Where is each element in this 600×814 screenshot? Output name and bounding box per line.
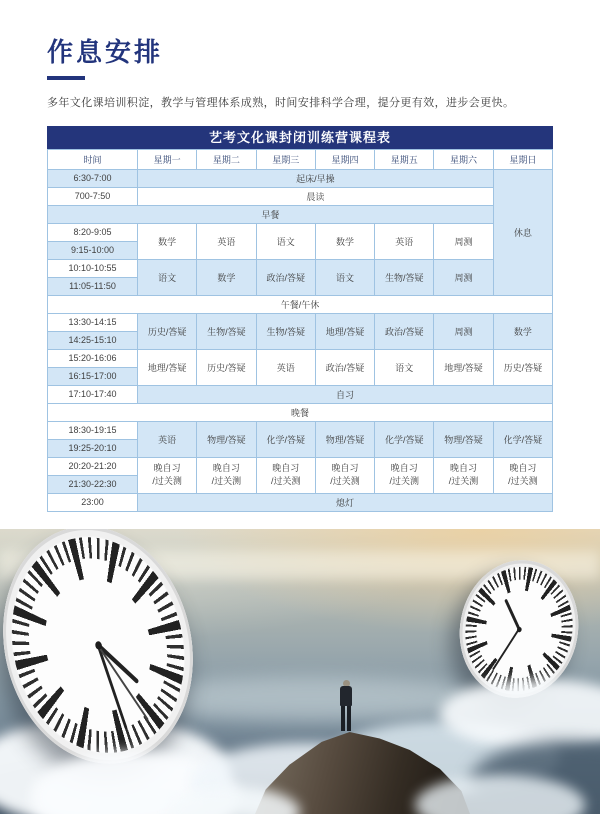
time-cell: 11:05-11:50	[48, 277, 138, 295]
col-header-thu: 星期四	[315, 149, 374, 169]
time-cell: 15:20-16:06	[48, 349, 138, 367]
subject-cell: 语文	[138, 259, 197, 295]
subject-cell: 化学/答疑	[375, 421, 434, 457]
subject-cell: 地理/答疑	[315, 313, 374, 349]
subject-cell: 地理/答疑	[138, 349, 197, 385]
subject-cell: 周测	[434, 259, 493, 295]
table-row	[48, 349, 553, 367]
hero-image	[0, 529, 600, 814]
man-leg	[347, 706, 351, 731]
page-title: 作息安排	[47, 37, 164, 67]
table-row	[48, 403, 553, 421]
subject-line: /过关测	[448, 476, 479, 487]
subject-cell: 地理/答疑	[434, 349, 493, 385]
subject-cell: 历史/答疑	[493, 349, 552, 385]
col-header-sun: 星期日	[493, 149, 552, 169]
subject-cell	[434, 457, 493, 493]
time-cell: 21:30-22:30	[48, 475, 138, 493]
time-cell: 13:30-14:15	[48, 313, 138, 331]
subject-line: /过关测	[330, 476, 360, 487]
table-row	[48, 421, 553, 439]
table-row	[48, 385, 553, 403]
subject-cell	[493, 457, 552, 493]
subject-cell: 政治/答疑	[375, 313, 434, 349]
subject-line: 晚自习	[509, 463, 537, 474]
table-row	[48, 457, 553, 475]
col-header-tue: 星期二	[197, 149, 256, 169]
subject-cell: 语文	[315, 259, 374, 295]
subject-line: 晚自习	[212, 463, 240, 474]
subject-cell: 周测	[434, 313, 493, 349]
subject-cell	[256, 457, 315, 493]
time-cell: 14:25-15:10	[48, 331, 138, 349]
time-cell: 16:15-17:00	[48, 367, 138, 385]
subject-cell: 数学	[315, 223, 374, 259]
col-header-sat: 星期六	[434, 149, 493, 169]
time-cell: 8:20-9:05	[48, 223, 138, 241]
time-cell: 17:10-17:40	[48, 385, 138, 403]
subject-cell: 英语	[375, 223, 434, 259]
man-silhouette	[338, 680, 354, 733]
activity-cell: 早餐	[48, 205, 494, 223]
col-header-wed: 星期三	[256, 149, 315, 169]
table-row	[48, 493, 553, 511]
time-cell: 6:30-7:00	[48, 169, 138, 187]
header-row	[48, 149, 553, 169]
subject-cell: 数学	[138, 223, 197, 259]
time-cell: 19:25-20:10	[48, 439, 138, 457]
time-cell: 10:10-10:55	[48, 259, 138, 277]
table-row	[48, 295, 553, 313]
page-subtitle: 多年文化课培训积淀，教学与管理体系成熟，时间安排科学合理，提分更有效，进步会更快。	[47, 96, 515, 109]
activity-cell: 熄灯	[138, 493, 553, 511]
subject-cell: 化学/答疑	[493, 421, 552, 457]
activity-cell: 起床/早操	[138, 169, 494, 187]
table-row	[48, 259, 553, 277]
schedule-table	[47, 126, 553, 512]
time-cell: 9:15-10:00	[48, 241, 138, 259]
subject-line: /过关测	[211, 476, 242, 487]
man-leg	[341, 706, 345, 731]
activity-cell: 自习	[138, 385, 553, 403]
subject-cell: 语文	[375, 349, 434, 385]
subject-cell: 政治/答疑	[256, 259, 315, 295]
table-row	[48, 205, 553, 223]
table-row	[48, 187, 553, 205]
schedule-title: 艺考文化课封闭训练营课程表	[47, 126, 553, 149]
subject-cell: 周测	[434, 223, 493, 259]
subject-line: 晚自习	[450, 463, 478, 474]
col-header-fri: 星期五	[375, 149, 434, 169]
subject-cell: 生物/答疑	[197, 313, 256, 349]
subject-cell: 英语	[197, 223, 256, 259]
col-header-mon: 星期一	[138, 149, 197, 169]
rest-cell: 休息	[493, 169, 552, 295]
subject-line: /过关测	[152, 476, 182, 487]
time-cell: 23:00	[48, 493, 138, 511]
time-cell: 20:20-21:20	[48, 457, 138, 475]
time-cell: 18:30-19:15	[48, 421, 138, 439]
subject-line: 晚自习	[272, 463, 300, 474]
subject-cell	[138, 457, 197, 493]
activity-cell: 晨读	[138, 187, 494, 205]
man-torso	[340, 686, 352, 706]
table-row	[48, 169, 553, 187]
subject-line: /过关测	[389, 476, 420, 487]
subject-line: /过关测	[508, 476, 538, 487]
subject-cell: 数学	[197, 259, 256, 295]
time-cell: 700-7:50	[48, 187, 138, 205]
table-row	[48, 313, 553, 331]
table-row	[48, 223, 553, 241]
subject-cell: 物理/答疑	[197, 421, 256, 457]
subject-cell: 数学	[493, 313, 552, 349]
subject-cell: 生物/答疑	[375, 259, 434, 295]
col-header-time: 时间	[48, 149, 138, 169]
subject-cell: 政治/答疑	[315, 349, 374, 385]
subject-cell	[315, 457, 374, 493]
subject-cell: 物理/答疑	[315, 421, 374, 457]
activity-cell: 晚餐	[48, 403, 553, 421]
subject-line: 晚自习	[153, 463, 181, 474]
subject-cell	[197, 457, 256, 493]
subject-cell: 英语	[138, 421, 197, 457]
subject-cell: 化学/答疑	[256, 421, 315, 457]
subject-line: 晚自习	[331, 463, 359, 474]
man-legs	[338, 706, 354, 731]
activity-cell: 午餐/午休	[48, 295, 553, 313]
subject-cell: 物理/答疑	[434, 421, 493, 457]
subject-cell: 英语	[256, 349, 315, 385]
subject-line: 晚自习	[390, 463, 418, 474]
subject-cell	[375, 457, 434, 493]
subject-cell: 历史/答疑	[197, 349, 256, 385]
subject-cell: 历史/答疑	[138, 313, 197, 349]
title-underline	[47, 76, 85, 80]
subject-cell: 生物/答疑	[256, 313, 315, 349]
subject-cell: 语文	[256, 223, 315, 259]
subject-line: /过关测	[270, 476, 301, 487]
